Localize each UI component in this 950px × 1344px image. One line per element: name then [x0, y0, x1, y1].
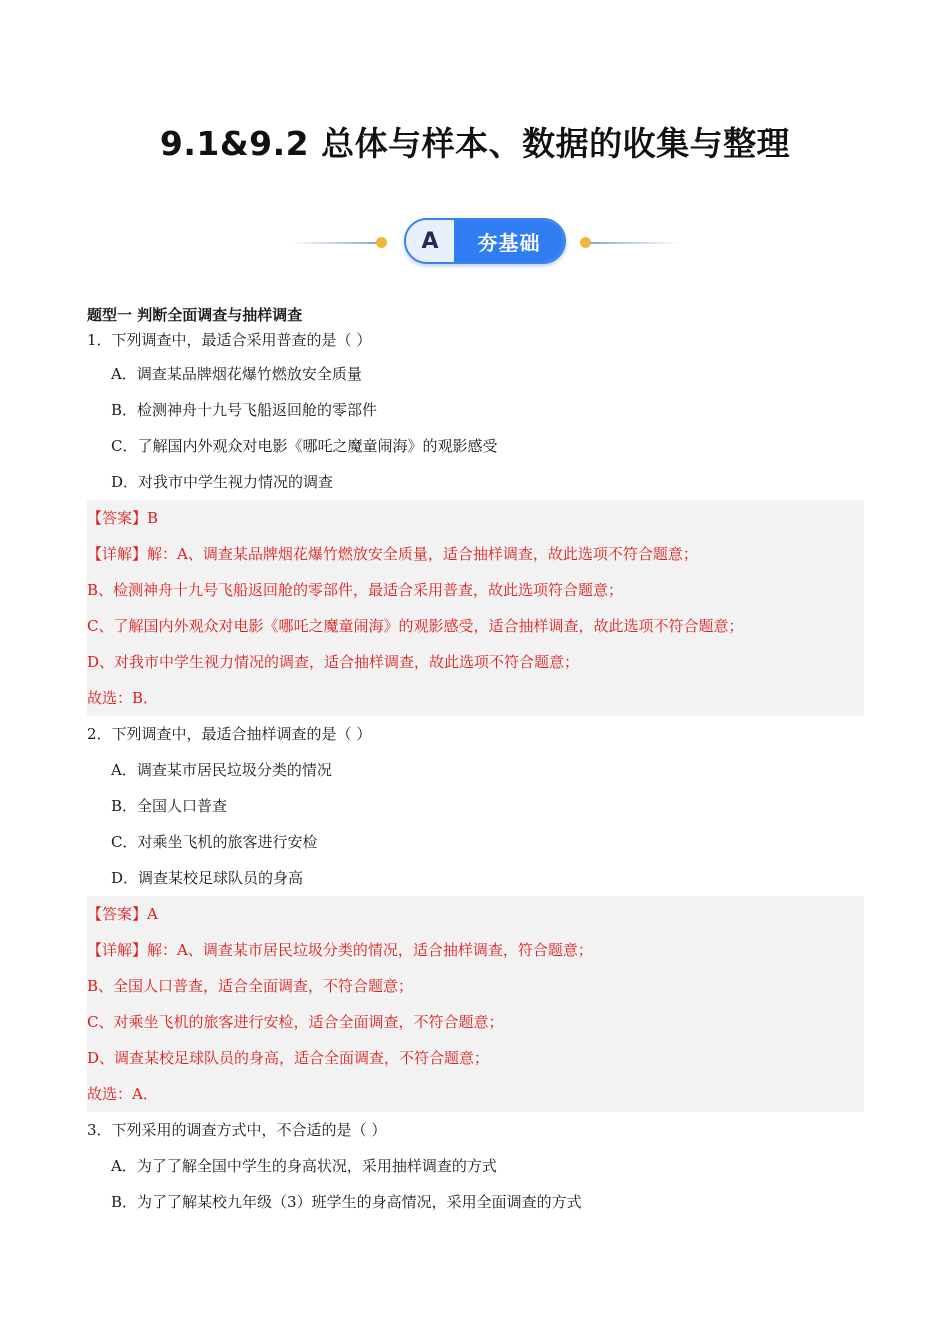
banner-line-left [290, 242, 378, 244]
question-2-answer: 【答案】A [87, 905, 158, 923]
question-2-conclusion: 故选：A． [87, 1085, 158, 1103]
question-1-conclusion: 故选：B． [87, 689, 159, 707]
question-1-explanation-line: D、对我市中学生视力情况的调查，适合抽样调查，故此选项不符合题意； [87, 653, 580, 671]
question-2-explanation-line: D、调查某校足球队员的身高，适合全面调查，不符合题意； [87, 1049, 490, 1067]
banner-pill [404, 218, 566, 264]
banner-line-right [590, 242, 680, 244]
question-1-explanation-line: 【详解】解：A、调查某品牌烟花爆竹燃放安全质量，适合抽样调查，故此选项不符合题意； [87, 545, 698, 563]
section-title: 题型一 判断全面调查与抽样调查 [87, 306, 303, 324]
question-2-option-d: D．调查某校足球队员的身高 [111, 869, 304, 887]
banner-letter: A [406, 220, 454, 262]
question-1-option-d: D．对我市中学生视力情况的调查 [111, 473, 334, 491]
question-3-option-a: A．为了了解全国中学生的身高状况，采用抽样调查的方式 [111, 1157, 497, 1175]
question-2-explanation-line: 【详解】解：A、调查某市居民垃圾分类的情况，适合抽样调查，符合题意； [87, 941, 593, 959]
question-2-stem: 2．下列调查中，最适合抽样调查的是（ ） [87, 725, 372, 743]
page-title: 9.1&9.2 总体与样本、数据的收集与整理 [159, 124, 791, 163]
question-1-option-a: A．调查某品牌烟花爆竹燃放安全质量 [111, 365, 362, 383]
banner-label: 夯基础 [454, 220, 564, 262]
question-1-answer: 【答案】B [87, 509, 159, 527]
question-1-option-b: B．检测神舟十九号飞船返回舱的零部件 [111, 401, 378, 419]
question-3-option-b: B．为了了解某校九年级（3）班学生的身高情况，采用全面调查的方式 [111, 1193, 582, 1211]
question-3-stem: 3．下列采用的调查方式中，不合适的是（ ） [87, 1121, 387, 1139]
section-banner [290, 218, 680, 268]
document-content [87, 304, 864, 1220]
question-2-explanation-line: C、对乘坐飞机的旅客进行安检，适合全面调查，不符合题意； [87, 1013, 504, 1031]
question-1-answer-block [87, 500, 864, 716]
banner-dot-left [376, 237, 387, 248]
question-2-explanation-line: B、全国人口普查，适合全面调查，不符合题意； [87, 977, 414, 995]
question-2-option-c: C．对乘坐飞机的旅客进行安检 [111, 833, 318, 851]
question-1-stem: 1．下列调查中，最适合采用普查的是（ ） [87, 331, 372, 349]
question-1-option-c: C．了解国内外观众对电影《哪吒之魔童闹海》的观影感受 [111, 437, 498, 455]
question-1-explanation-line: C、了解国内外观众对电影《哪吒之魔童闹海》的观影感受，适合抽样调查，故此选项不符合题意； [87, 617, 744, 635]
question-2-option-b: B．全国人口普查 [111, 797, 228, 815]
question-2-option-a: A．调查某市居民垃圾分类的情况 [111, 761, 332, 779]
question-2-answer-block [87, 896, 864, 1112]
question-1-explanation-line: B、检测神舟十九号飞船返回舱的零部件，最适合采用普查，故此选项符合题意； [87, 581, 624, 599]
